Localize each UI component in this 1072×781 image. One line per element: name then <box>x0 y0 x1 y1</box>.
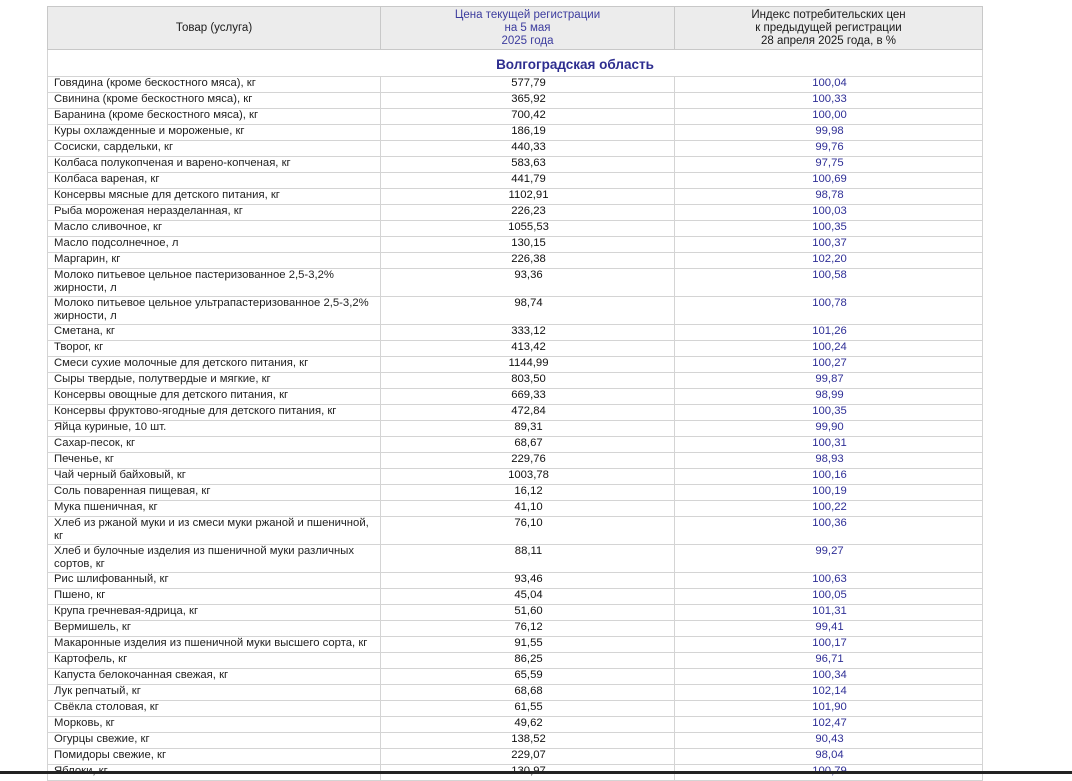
index-cell: 96,71 <box>675 653 983 669</box>
price-cell: 413,42 <box>381 341 675 357</box>
table-row <box>48 717 983 733</box>
index-cell: 99,27 <box>675 545 983 573</box>
price-cell: 91,55 <box>381 637 675 653</box>
price-cell: 583,63 <box>381 157 675 173</box>
product-name-cell: Баранина (кроме бескостного мяса), кг <box>48 109 381 125</box>
table-row <box>48 685 983 701</box>
header-product-label: Товар (услуга) <box>175 22 253 34</box>
table-row <box>48 437 983 453</box>
index-cell: 98,78 <box>675 189 983 205</box>
region-cell <box>48 50 983 77</box>
index-cell: 98,04 <box>675 749 983 765</box>
index-cell: 99,90 <box>675 421 983 437</box>
table-row <box>48 545 983 573</box>
header-price-line-1: Цена текущей регистрации <box>454 9 601 21</box>
index-cell: 100,34 <box>675 669 983 685</box>
product-name-cell: Вермишель, кг <box>48 621 381 637</box>
index-cell: 100,16 <box>675 469 983 485</box>
product-name-cell: Молоко питьевое цельное пастеризованное 2,5-3,2% жирности, л <box>48 269 381 297</box>
table-row <box>48 189 983 205</box>
table-row <box>48 237 983 253</box>
index-cell: 90,43 <box>675 733 983 749</box>
table-row <box>48 517 983 545</box>
region-title: Волгоградская область <box>496 57 654 72</box>
product-name-cell: Пшено, кг <box>48 589 381 605</box>
price-cell: 229,07 <box>381 749 675 765</box>
index-cell: 101,26 <box>675 325 983 341</box>
index-cell: 100,35 <box>675 221 983 237</box>
header-index-line-3: 28 апреля 2025 года, в % <box>760 35 897 47</box>
product-name-cell: Сыры твердые, полутвердые и мягкие, кг <box>48 373 381 389</box>
header-row <box>48 7 983 50</box>
index-cell: 99,76 <box>675 141 983 157</box>
header-index-line-2: к предыдущей регистрации <box>755 22 902 34</box>
table-row <box>48 93 983 109</box>
table-row <box>48 157 983 173</box>
region-row <box>48 50 983 77</box>
price-table-container <box>47 6 982 781</box>
product-name-cell: Капуста белокочанная свежая, кг <box>48 669 381 685</box>
table-row <box>48 341 983 357</box>
product-name-cell: Чай черный байховый, кг <box>48 469 381 485</box>
product-name-cell: Макаронные изделия из пшеничной муки высшего сорта, кг <box>48 637 381 653</box>
price-cell: 98,74 <box>381 297 675 325</box>
product-name-cell: Колбаса вареная, кг <box>48 173 381 189</box>
header-price <box>381 7 675 50</box>
product-name-cell: Сахар-песок, кг <box>48 437 381 453</box>
product-name-cell: Картофель, кг <box>48 653 381 669</box>
price-cell: 441,79 <box>381 173 675 189</box>
product-name-cell: Говядина (кроме бескостного мяса), кг <box>48 77 381 93</box>
product-name-cell: Соль поваренная пищевая, кг <box>48 485 381 501</box>
table-row <box>48 141 983 157</box>
table-row <box>48 221 983 237</box>
price-cell: 89,31 <box>381 421 675 437</box>
table-row <box>48 297 983 325</box>
index-cell: 98,99 <box>675 389 983 405</box>
table-row <box>48 125 983 141</box>
price-cell: 577,79 <box>381 77 675 93</box>
price-cell: 130,15 <box>381 237 675 253</box>
header-price-line-3: 2025 года <box>501 35 554 47</box>
price-cell: 229,76 <box>381 453 675 469</box>
index-cell: 100,58 <box>675 269 983 297</box>
index-cell: 100,69 <box>675 173 983 189</box>
price-cell: 93,46 <box>381 573 675 589</box>
price-cell: 700,42 <box>381 109 675 125</box>
product-name-cell: Яйца куриные, 10 шт. <box>48 421 381 437</box>
table-row <box>48 109 983 125</box>
index-cell: 100,00 <box>675 109 983 125</box>
price-cell: 669,33 <box>381 389 675 405</box>
table-row <box>48 405 983 421</box>
price-cell: 472,84 <box>381 405 675 421</box>
product-name-cell: Рыба мороженая неразделанная, кг <box>48 205 381 221</box>
header-product <box>48 7 381 50</box>
table-row <box>48 573 983 589</box>
price-cell: 226,23 <box>381 205 675 221</box>
table-row <box>48 253 983 269</box>
price-cell: 138,52 <box>381 733 675 749</box>
price-cell: 68,68 <box>381 685 675 701</box>
index-cell: 98,93 <box>675 453 983 469</box>
index-cell: 100,35 <box>675 405 983 421</box>
header-index-line-1: Индекс потребительских цен <box>751 9 906 21</box>
table-row <box>48 469 983 485</box>
price-cell: 88,11 <box>381 545 675 573</box>
index-cell: 100,36 <box>675 517 983 545</box>
price-cell: 49,62 <box>381 717 675 733</box>
price-cell: 45,04 <box>381 589 675 605</box>
product-name-cell: Консервы овощные для детского питания, кг <box>48 389 381 405</box>
price-cell: 1102,91 <box>381 189 675 205</box>
price-cell: 76,10 <box>381 517 675 545</box>
price-cell: 41,10 <box>381 501 675 517</box>
product-name-cell: Свинина (кроме бескостного мяса), кг <box>48 93 381 109</box>
price-cell: 61,55 <box>381 701 675 717</box>
price-cell: 1144,99 <box>381 357 675 373</box>
price-cell: 68,67 <box>381 437 675 453</box>
product-name-cell: Консервы мясные для детского питания, кг <box>48 189 381 205</box>
table-row <box>48 421 983 437</box>
index-cell: 100,31 <box>675 437 983 453</box>
product-name-cell: Морковь, кг <box>48 717 381 733</box>
table-row <box>48 325 983 341</box>
index-cell: 101,90 <box>675 701 983 717</box>
product-name-cell: Консервы фруктово-ягодные для детского питания, кг <box>48 405 381 421</box>
index-cell: 100,03 <box>675 205 983 221</box>
index-cell: 101,31 <box>675 605 983 621</box>
index-cell: 100,19 <box>675 485 983 501</box>
table-row <box>48 749 983 765</box>
product-name-cell: Помидоры свежие, кг <box>48 749 381 765</box>
product-name-cell: Хлеб и булочные изделия из пшеничной муки различных сортов, кг <box>48 545 381 573</box>
price-cell: 76,12 <box>381 621 675 637</box>
table-row <box>48 589 983 605</box>
table-row <box>48 77 983 93</box>
table-row <box>48 453 983 469</box>
index-cell: 100,05 <box>675 589 983 605</box>
price-cell: 1055,53 <box>381 221 675 237</box>
index-cell: 100,04 <box>675 77 983 93</box>
price-cell: 333,12 <box>381 325 675 341</box>
product-name-cell: Рис шлифованный, кг <box>48 573 381 589</box>
price-table <box>47 6 983 781</box>
table-row <box>48 389 983 405</box>
price-cell: 226,38 <box>381 253 675 269</box>
table-row <box>48 205 983 221</box>
table-row <box>48 373 983 389</box>
table-row <box>48 621 983 637</box>
price-cell: 51,60 <box>381 605 675 621</box>
header-index <box>675 7 983 50</box>
product-name-cell: Смеси сухие молочные для детского питания, кг <box>48 357 381 373</box>
price-cell: 65,59 <box>381 669 675 685</box>
table-row <box>48 485 983 501</box>
index-cell: 100,78 <box>675 297 983 325</box>
product-name-cell: Лук репчатый, кг <box>48 685 381 701</box>
product-name-cell: Свёкла столовая, кг <box>48 701 381 717</box>
table-row <box>48 733 983 749</box>
table-row <box>48 701 983 717</box>
table-row <box>48 501 983 517</box>
index-cell: 99,41 <box>675 621 983 637</box>
product-name-cell: Колбаса полукопченая и варено-копченая, кг <box>48 157 381 173</box>
product-name-cell: Масло сливочное, кг <box>48 221 381 237</box>
index-cell: 97,75 <box>675 157 983 173</box>
product-name-cell: Огурцы свежие, кг <box>48 733 381 749</box>
table-row <box>48 605 983 621</box>
product-name-cell: Молоко питьевое цельное ультрапастеризованное 2,5-3,2% жирности, л <box>48 297 381 325</box>
index-cell: 100,24 <box>675 341 983 357</box>
table-row <box>48 669 983 685</box>
table-row <box>48 357 983 373</box>
index-cell: 100,22 <box>675 501 983 517</box>
price-cell: 86,25 <box>381 653 675 669</box>
index-cell: 102,20 <box>675 253 983 269</box>
table-row <box>48 269 983 297</box>
table-header <box>48 7 983 50</box>
price-cell: 186,19 <box>381 125 675 141</box>
product-name-cell: Сметана, кг <box>48 325 381 341</box>
table-row <box>48 173 983 189</box>
price-cell: 1003,78 <box>381 469 675 485</box>
header-price-line-2: на 5 мая <box>504 22 551 34</box>
product-name-cell: Масло подсолнечное, л <box>48 237 381 253</box>
product-name-cell: Мука пшеничная, кг <box>48 501 381 517</box>
product-name-cell: Маргарин, кг <box>48 253 381 269</box>
price-cell: 803,50 <box>381 373 675 389</box>
product-name-cell: Хлеб из ржаной муки и из смеси муки ржаной и пшеничной, кг <box>48 517 381 545</box>
index-cell: 102,47 <box>675 717 983 733</box>
product-name-cell: Крупа гречневая-ядрица, кг <box>48 605 381 621</box>
index-cell: 100,63 <box>675 573 983 589</box>
product-name-cell: Куры охлажденные и мороженые, кг <box>48 125 381 141</box>
product-name-cell: Печенье, кг <box>48 453 381 469</box>
index-cell: 100,27 <box>675 357 983 373</box>
table-body <box>48 50 983 781</box>
index-cell: 99,87 <box>675 373 983 389</box>
product-name-cell: Творог, кг <box>48 341 381 357</box>
price-cell: 16,12 <box>381 485 675 501</box>
table-row <box>48 653 983 669</box>
price-cell: 440,33 <box>381 141 675 157</box>
table-row <box>48 637 983 653</box>
product-name-cell: Сосиски, сардельки, кг <box>48 141 381 157</box>
index-cell: 102,14 <box>675 685 983 701</box>
index-cell: 99,98 <box>675 125 983 141</box>
index-cell: 100,17 <box>675 637 983 653</box>
price-cell: 365,92 <box>381 93 675 109</box>
index-cell: 100,37 <box>675 237 983 253</box>
index-cell: 100,33 <box>675 93 983 109</box>
price-cell: 93,36 <box>381 269 675 297</box>
